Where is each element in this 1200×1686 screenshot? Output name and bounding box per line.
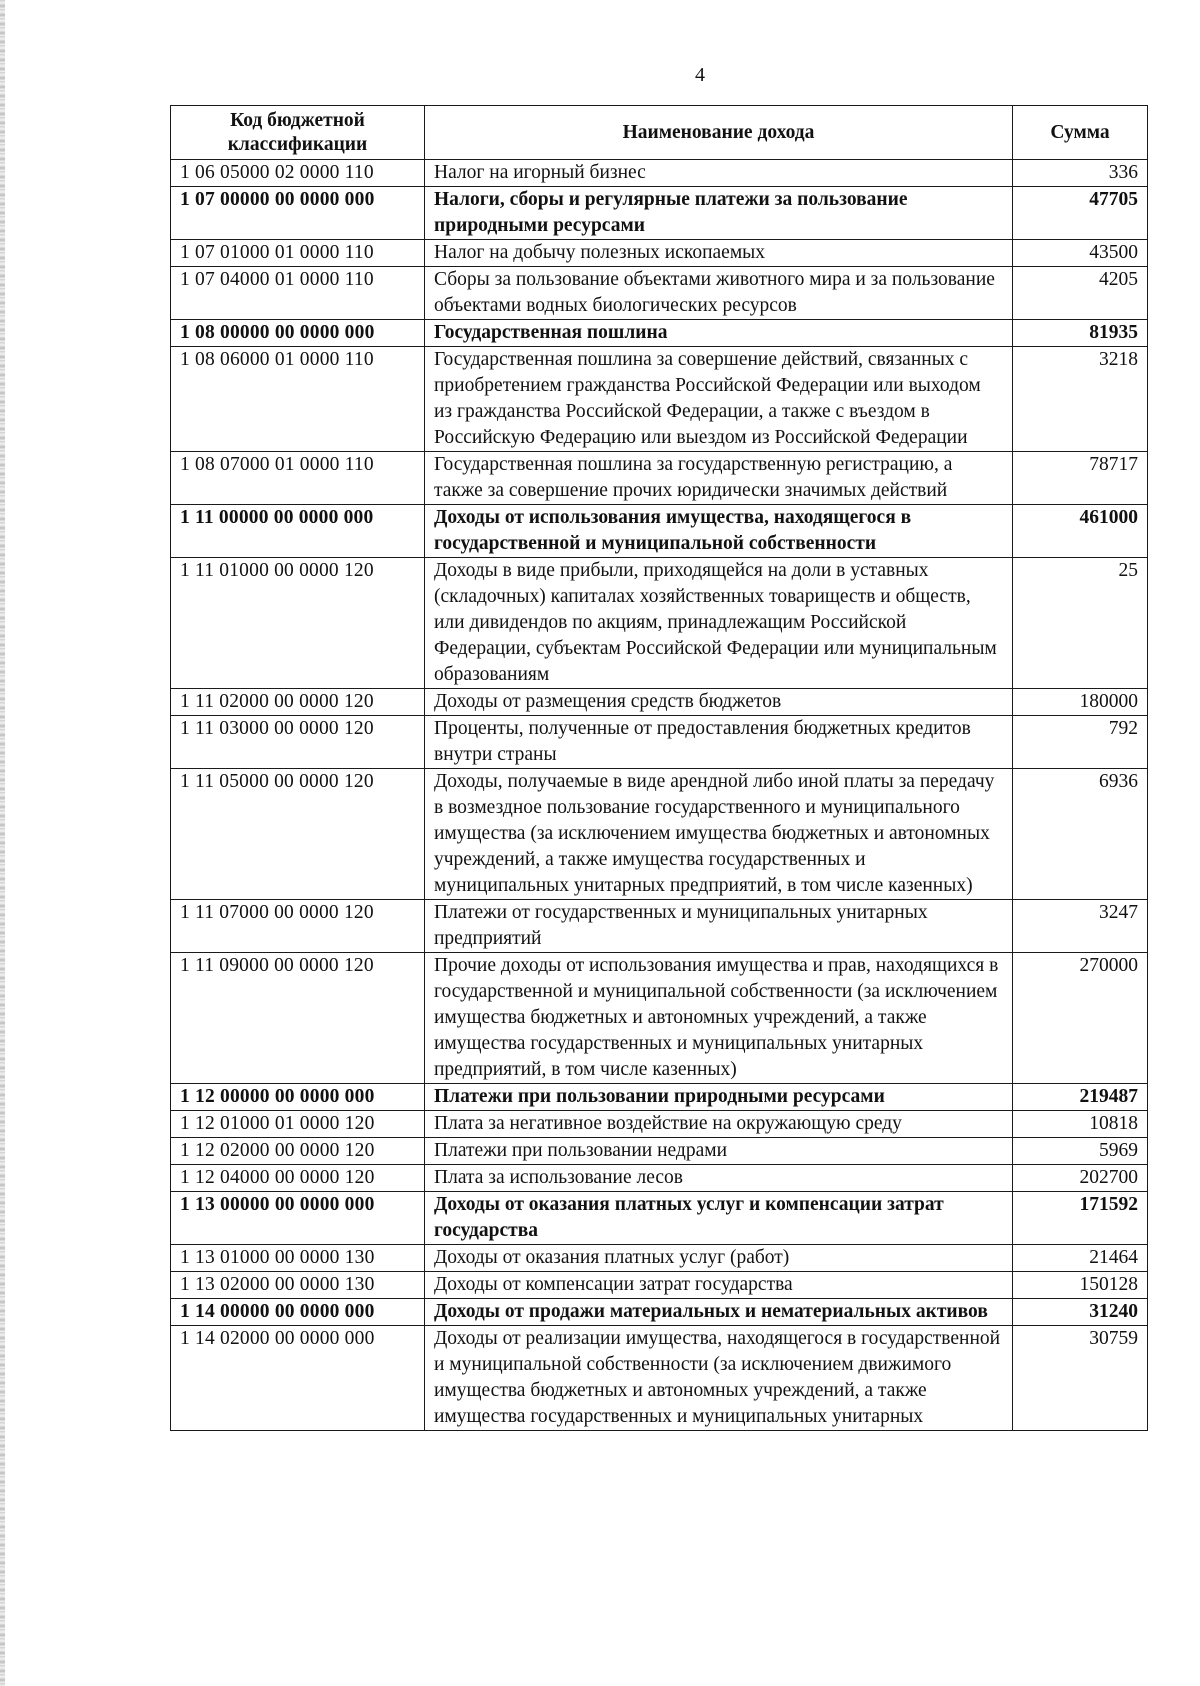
table-group-row [171,505,1148,558]
cell-code: 1 11 00000 00 0000 000 [171,505,425,558]
cell-sum: 270000 [1013,953,1148,1084]
table-group-row [171,187,1148,240]
cell-code: 1 07 00000 00 0000 000 [171,187,425,240]
table-row [171,558,1148,689]
table-row [171,689,1148,716]
cell-code: 1 11 01000 00 0000 120 [171,558,425,689]
cell-sum: 6936 [1013,769,1148,900]
cell-sum: 21464 [1013,1245,1148,1272]
cell-sum: 47705 [1013,187,1148,240]
cell-name: Прочие доходы от использования имущества и прав, находящихся в государственной и муниципальной собственности (за исключением имущества бюджетных и автономных учреждений, а также имущества государственных и муниципальных унитарных предприятий, в том числе казенных) [425,953,1013,1084]
cell-name: Государственная пошлина [425,320,1013,347]
cell-name: Доходы от реализации имущества, находящегося в государственной и муниципальной собственности (за исключением движимого имущества бюджетных и автономных учреждений, а также имущества государственных и муниципальных унитарных [425,1326,1013,1431]
cell-name: Платежи от государственных и муниципальных унитарных предприятий [425,900,1013,953]
cell-code: 1 13 00000 00 0000 000 [171,1192,425,1245]
cell-code: 1 11 07000 00 0000 120 [171,900,425,953]
cell-sum: 336 [1013,160,1148,187]
table-row [171,267,1148,320]
cell-sum: 81935 [1013,320,1148,347]
cell-name: Доходы, получаемые в виде арендной либо иной платы за передачу в возмездное пользование государственного и муниципального имущества (за исключением имущества бюджетных и автономных учреждений, а также имущества государственных и муниципальных унитарных предприятий, в том числе казенных) [425,769,1013,900]
cell-name: Сборы за пользование объектами животного мира и за пользование объектами водных биологических ресурсов [425,267,1013,320]
cell-sum: 25 [1013,558,1148,689]
cell-sum: 10818 [1013,1111,1148,1138]
cell-sum: 180000 [1013,689,1148,716]
table-header-row [171,106,1148,160]
cell-sum: 202700 [1013,1165,1148,1192]
table-group-row [171,1299,1148,1326]
cell-sum: 43500 [1013,240,1148,267]
table-row [171,1165,1148,1192]
table-group-row [171,1084,1148,1111]
cell-code: 1 12 00000 00 0000 000 [171,1084,425,1111]
cell-name: Государственная пошлина за государственную регистрацию, а также за совершение прочих юридически значимых действий [425,452,1013,505]
table-group-row [171,320,1148,347]
table-body [171,160,1148,1431]
cell-name: Налог на игорный бизнес [425,160,1013,187]
cell-code: 1 12 04000 00 0000 120 [171,1165,425,1192]
cell-sum: 30759 [1013,1326,1148,1431]
cell-name: Плата за негативное воздействие на окружающую среду [425,1111,1013,1138]
header-name: Наименование дохода [425,106,1013,160]
cell-code: 1 14 02000 00 0000 000 [171,1326,425,1431]
cell-code: 1 11 03000 00 0000 120 [171,716,425,769]
cell-sum: 3218 [1013,347,1148,452]
cell-name: Доходы от использования имущества, находящегося в государственной и муниципальной собственности [425,505,1013,558]
table-row [171,1326,1148,1431]
cell-name: Доходы от размещения средств бюджетов [425,689,1013,716]
page-number: 4 [695,64,705,86]
table-row [171,716,1148,769]
cell-code: 1 08 06000 01 0000 110 [171,347,425,452]
table-group-row [171,1192,1148,1245]
cell-sum: 4205 [1013,267,1148,320]
table-row [171,769,1148,900]
cell-code: 1 08 07000 01 0000 110 [171,452,425,505]
cell-name: Государственная пошлина за совершение действий, связанных с приобретением гражданства Российской Федерации или выходом из гражданства Российской Федерации, а также с въездом в Российскую Федерацию или выездом из Российской Федерации [425,347,1013,452]
cell-sum: 461000 [1013,505,1148,558]
table-row [171,900,1148,953]
cell-code: 1 06 05000 02 0000 110 [171,160,425,187]
table-row [171,1245,1148,1272]
cell-code: 1 13 02000 00 0000 130 [171,1272,425,1299]
cell-name: Доходы от компенсации затрат государства [425,1272,1013,1299]
cell-sum: 219487 [1013,1084,1148,1111]
cell-name: Доходы от оказания платных услуг (работ) [425,1245,1013,1272]
table-row [171,953,1148,1084]
table-row [171,347,1148,452]
cell-code: 1 08 00000 00 0000 000 [171,320,425,347]
cell-sum: 792 [1013,716,1148,769]
cell-name: Проценты, полученные от предоставления бюджетных кредитов внутри страны [425,716,1013,769]
table-row [171,160,1148,187]
cell-code: 1 12 02000 00 0000 120 [171,1138,425,1165]
cell-code: 1 11 02000 00 0000 120 [171,689,425,716]
cell-code: 1 14 00000 00 0000 000 [171,1299,425,1326]
cell-name: Доходы от продажи материальных и нематериальных активов [425,1299,1013,1326]
cell-code: 1 11 05000 00 0000 120 [171,769,425,900]
cell-name: Налоги, сборы и регулярные платежи за пользование природными ресурсами [425,187,1013,240]
cell-sum: 171592 [1013,1192,1148,1245]
cell-sum: 5969 [1013,1138,1148,1165]
header-code: Код бюджетной классификации [171,106,425,160]
table-row [171,240,1148,267]
cell-name: Платежи при пользовании природными ресурсами [425,1084,1013,1111]
cell-code: 1 07 04000 01 0000 110 [171,267,425,320]
cell-name: Налог на добычу полезных ископаемых [425,240,1013,267]
table-row [171,1272,1148,1299]
header-sum: Сумма [1013,106,1148,160]
cell-name: Доходы в виде прибыли, приходящейся на доли в уставных (складочных) капиталах хозяйственных товариществ и обществ, или дивидендов по акциям, принадлежащим Российской Федерации, субъектам Российской Федерации или муниципальным образованиям [425,558,1013,689]
income-table [170,105,1148,1431]
cell-sum: 31240 [1013,1299,1148,1326]
table-row [171,452,1148,505]
table-row [171,1111,1148,1138]
cell-code: 1 07 01000 01 0000 110 [171,240,425,267]
cell-code: 1 13 01000 00 0000 130 [171,1245,425,1272]
cell-sum: 78717 [1013,452,1148,505]
cell-code: 1 12 01000 01 0000 120 [171,1111,425,1138]
cell-name: Плата за использование лесов [425,1165,1013,1192]
scan-edge [0,0,5,1686]
cell-sum: 150128 [1013,1272,1148,1299]
cell-name: Доходы от оказания платных услуг и компенсации затрат государства [425,1192,1013,1245]
table-row [171,1138,1148,1165]
cell-code: 1 11 09000 00 0000 120 [171,953,425,1084]
cell-sum: 3247 [1013,900,1148,953]
cell-name: Платежи при пользовании недрами [425,1138,1013,1165]
